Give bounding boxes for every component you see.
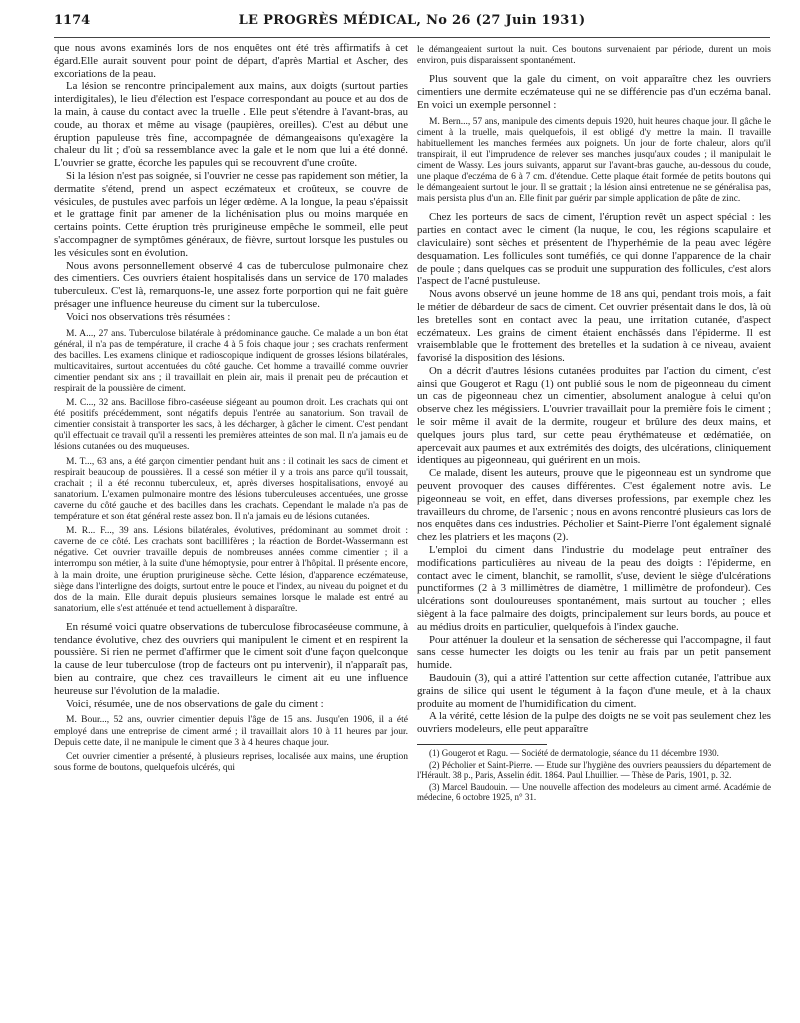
body-paragraph: Chez les porteurs de sacs de ciment, l'éruption revêt un aspect spécial : les parties en contact avec le ciment (la nuque, le cou, les régions scapulaire et claviculaire) sont sèches et présentent de l'hyperhémie de la peau avec légère desquamation. Les follicules sont tuméfiés, ce qui donne l'apparence de la chair de poule ; dans quelques cas se produit une suppuration des follicules, c'est alors l'aspect de l'acné pustuleuse. bbox=[417, 211, 771, 288]
page-number: 1174 bbox=[54, 13, 91, 28]
footnote: (2) Pécholier et Saint-Pierre. — Etude sur l'hygiène des ouvriers peaussiers du département de l'Hérault. 38 p., Paris, Asselin édit. 1864. Paul Lhuillier. — Thèse de Paris, 1901, p. 32. bbox=[417, 759, 771, 781]
body-paragraph: Si la lésion n'est pas soignée, si l'ouvrier ne cesse pas rapidement son métier, la dermatite s'étend, prend un aspect eczémateux et croûteux, se couvre de vésicules, de pustules avec parfois un léger œdème. A la longue, la peau s'épaissit et le grattage finit par amener de la lichénisation plus ou moins marquée en certains points. Cette éruption très prurigineuse empêche le sommeil, elle peut s'accompagner de symptômes généraux, de fièvre, surtout lorsque les pustules ou les vésicules sont en évolution. bbox=[54, 169, 408, 259]
body-paragraph: A la vérité, cette lésion de la pulpe des doigts ne se voit pas seulement chez les ouvriers modeleurs, elle peut apparaître bbox=[417, 710, 771, 736]
body-paragraph: Nous avons personnellement observé 4 cas de tuberculose pulmonaire chez des cimentiers. Ces ouvriers étaient hospitalisés dans un service de 170 malades tuberculeux. C'est là, remarquons-le, une assez forte porportion qui ne fait guère présager une influence heureuse du ciment sur la tuberculose. bbox=[54, 259, 408, 310]
body-paragraph: Pour atténuer la douleur et la sensation de sécheresse qui l'accompagne, il faut sans cesse humecter les doigts ou les tenir au frais par un petit pansement humide. bbox=[417, 633, 771, 672]
case-observation-paragraph: le démangeaient surtout la nuit. Ces boutons survenaient par période, durent un mois environ, puis disparaissent spontanément. bbox=[417, 45, 771, 67]
body-paragraph: L'emploi du ciment dans l'industrie du modelage peut entraîner des modifications particulières au niveau de la peau des doigts : l'épiderme, en contact avec le ciment, blanchit, se ramollit, s'use, devient le siège d'ulcérations punctiformes (2 à 3 millimètres de diamètre, 1 millimètre de profondeur). Ces ulcérations sont douloureuses spontanément, mais surtout au toucher ; elles siègent à la face palmaire des doigts, principalement sur leurs bords, au pouce et au médius droits en particulier, quelquefois à l'index gauche. bbox=[417, 544, 771, 633]
case-observation-paragraph: M. T..., 63 ans, a été garçon cimentier pendant huit ans : il cotinait les sacs de ciment et respirait beaucoup de poussières. Il a cessé son métier il y a trois ans parce qu'il toussait, crachait ; il a été reconnu tuberculeux, et, après diverses hospitalisations, envoyé au sanatorium. L'examen pulmonaire montre des lésions tuberculeuses accentuées, une grosse caverne du côté gauche et des bacilles dans les crachats. Cependant le malade n'a pas de température et son état général reste assez bon. Il n'a jamais eu de lésions cutanées. bbox=[54, 456, 408, 523]
body-paragraph: Nous avons observé un jeune homme de 18 ans qui, pendant trois mois, a fait le métier de débardeur de sacs de ciment. Cet ouvrier présentait dans le dos, là où les bretelles sont en contact avec la peau, une irritation cutanée, d'aspect eczémateux. Les grains de ciment étaient enchâssés dans l'épiderme. Il est vraisemblable que le frottement des bretelles et la sudation à ce niveau, avaient favorisé la disposition des lésions. bbox=[417, 288, 771, 365]
case-observation-paragraph: M. Bour..., 52 ans, ouvrier cimentier depuis l'âge de 15 ans. Jusqu'en 1906, il a été employé dans une entreprise de ciment armé ; il travaillait alors 10 à 11 heures par jour. Depuis cette date, il ne manipule le ciment que 3 à 4 heures chaque jour. bbox=[54, 715, 408, 748]
footnote: (3) Marcel Baudouin. — Une nouvelle affection des modeleurs au ciment armé. Académie de médecine, 6 octobre 1925, n° 31. bbox=[417, 781, 771, 803]
body-paragraph: Plus souvent que la gale du ciment, on voit apparaître chez les ouvriers cimentiers une dermite eczémateuse qui ne se différencie pas d'un eczéma banal. En voici un exemple personnel : bbox=[417, 73, 771, 111]
body-paragraph: Baudouin (3), qui a attiré l'attention sur cette affection cutanée, l'attribue aux grains de silice qui usent le tégument à la façon d'une meule, et à la chaux produite au moment de l'humidification du ciment. bbox=[417, 672, 771, 710]
body-paragraph: Voici, résumée, une de nos observations de gale du ciment : bbox=[66, 697, 324, 710]
case-observation-paragraph: M. R... F..., 39 ans. Lésions bilatérales, évolutives, prédominant au sommet droit : caverne de ce côté. Les crachats sont bacillifères ; la réaction de Bordet-Wassermann est négative. Cet ouvrier travaille depuis de nombreuses années comme cimentier ; il a interrompu son métier, à la suite d'une hémoptysie, pour entrer à l'hôpital. Il présente encore, à la main droite, une éruption prurigineuse sèche. Cette lésion, d'apparence eczémateuse, siège dans l'interligne des doigts, surtout entre le pouce et l'index, au niveau du poignet et du dos de la main. Elle durait depuis plusieurs semaines lorsque le malade est entré au sanatorium, elle s'est atténuée et tend actuellement à disparaître. bbox=[54, 526, 408, 614]
left-column bbox=[54, 42, 408, 1017]
case-observation-paragraph: M. A..., 27 ans. Tuberculose bilatérale à prédominance gauche. Ce malade a un bon état général, il n'a pas de température, il crache 4 à 5 fois chaque jour ; ses crachats renferment des bacilles. Les examens clinique et radioscopique indiquent de grosses lésions bilatérales, multicavitaires, surtout accentuées du côté gauche. Cet homme a travaillé comme ouvrier cimentier pendant six ans ; il travaillait en plein air, mais il prenait peu de précaution et respirait de la poussière de ciment. bbox=[54, 328, 408, 394]
body-paragraph: En résumé voici quatre observations de tuberculose fibrocaséeuse commune, à tendance évolutive, chez des ouvriers qui manipulent le ciment et en respirent la poussière. Si rien ne permet d'affirmer que le ciment soit d'une façon quelconque la cause de leur tuberculose (trop de facteurs ont pu intervenir), il n'apparaît pas, bien au contraire, que chez ces travailleurs le ciment ait eu une influence heureuse sur l'évolution de la maladie. bbox=[54, 620, 408, 697]
body-paragraph: Ce malade, disent les auteurs, prouve que le pigeonneau est un syndrome que peuvent provoquer des causes différentes. C'est également notre avis. Le pigeonneau se voit, en effet, dans diverses professions, par exemple chez les travailleurs du chrome, de l'arsenic ; nous en avons rencontré plusieurs cas lors de nos enquêtes dans ces industries. Pécholier et Saint-Pierre l'ont également signalé chez les platriers et les maçons (2). bbox=[417, 467, 771, 544]
case-observation-paragraph: M. Bern..., 57 ans, manipule des ciments depuis 1920, huit heures chaque jour. Il gâche le ciment à la truelle, mais quelquefois, il est obligé d'y mettre la main. Il travaille habituellement les manches fermées aux poignets. Un jour de forte chaleur, alors qu'il transpirait, il eut l'imprudence de relever ses manches jusqu'aux coudes ; il manipulait le ciment de Wassy. Les jours suivants, apparut sur l'avant-bras gauche, au-dessous du coude, une plaque d'eczéma de 6 à 7 cm. d'étendue. Cette plaque était formée de petits boutons qui le démangeaient surtout le jour. Il se grattait ; la lésion ainsi entretenue ne se généralisa pas, mais persista plus d'un an. Elle finit par guérir par simple application de pâte de zinc. bbox=[417, 116, 771, 205]
body-paragraph: que nous avons examinés lors de nos enquêtes ont été très affirmatifs à cet égard.Elle aurait souvent pour point de départ, d'après Martial et Ascher, des excoriations de la peau. bbox=[54, 42, 408, 80]
journal-title: LE PROGRÈS MÉDICAL, No 26 (27 Juin 1931) bbox=[238, 13, 586, 28]
footnote-separator bbox=[417, 744, 547, 745]
body-paragraph: La lésion se rencontre principalement aux mains, aux doigts (surtout parties interdigitales), le lieu d'élection est l'espace correspondant au pouce et au dos de la main, à cause du contact avec la truelle . Elle peut s'étendre à l'avant-bras, au coude, au thorax et même au visage (paupières, oreilles). C'est au début une éruption papuleuse très fine, accompagnée de démangeaisons qu'exagère la chaleur du lit ; d'où sa ressemblance avec la gale et le nom que lui a été donné. L'ouvrier se gratte, écorche les papules qui se recouvrent d'une croûte. bbox=[54, 80, 408, 170]
case-observation-paragraph: M. C..., 32 ans. Bacillose fibro-caséeuse siégeant au poumon droit. Les crachats qui ont été positifs précédemment, sont négatifs depuis l'entrée au sanatorium. Son travail de cimentier consistait à transporter les sacs, à les décharger, à gâcher le ciment. C'est pendant qu'il effectuait ce travail qu'il a ressenti les premières atteintes de son mal. Il n'a jamais eu de lésions cutanées ou des muqueuses. bbox=[54, 398, 408, 453]
running-header bbox=[54, 9, 770, 38]
right-column bbox=[417, 42, 771, 1017]
footnote: (1) Gougerot et Ragu. — Société de dermatologie, séance du 11 décembre 1930. bbox=[429, 748, 719, 758]
body-paragraph: On a décrit d'autres lésions cutanées produites par l'action du ciment, c'est ainsi que Gougerot et Ragu (1) ont publié sous le nom de pigeonneau du ciment un cas de pigeonneau chez un cimentier, absolument analogue à celui qu'on observe chez les mégissiers. L'ouvrier travaillait pour la première fois le ciment ; le soir même il avait de la dermite, rougeur et brûlure des deux mains, et quelques jours plus tard, sur cette peau érythémateuse et œdématiée, on apercevait aux paumes et aux extrémités des doigts, des ulcérations, cliniquement identiques au pigeonneau, qui guérirent en un mois. bbox=[417, 364, 771, 467]
case-observation-paragraph: Cet ouvrier cimentier a présenté, à plusieurs reprises, localisée aux mains, une éruption sous forme de boutons, quelquefois ulcérés, qui bbox=[54, 751, 408, 773]
body-paragraph: Voici nos observations très résumées : bbox=[66, 310, 231, 323]
